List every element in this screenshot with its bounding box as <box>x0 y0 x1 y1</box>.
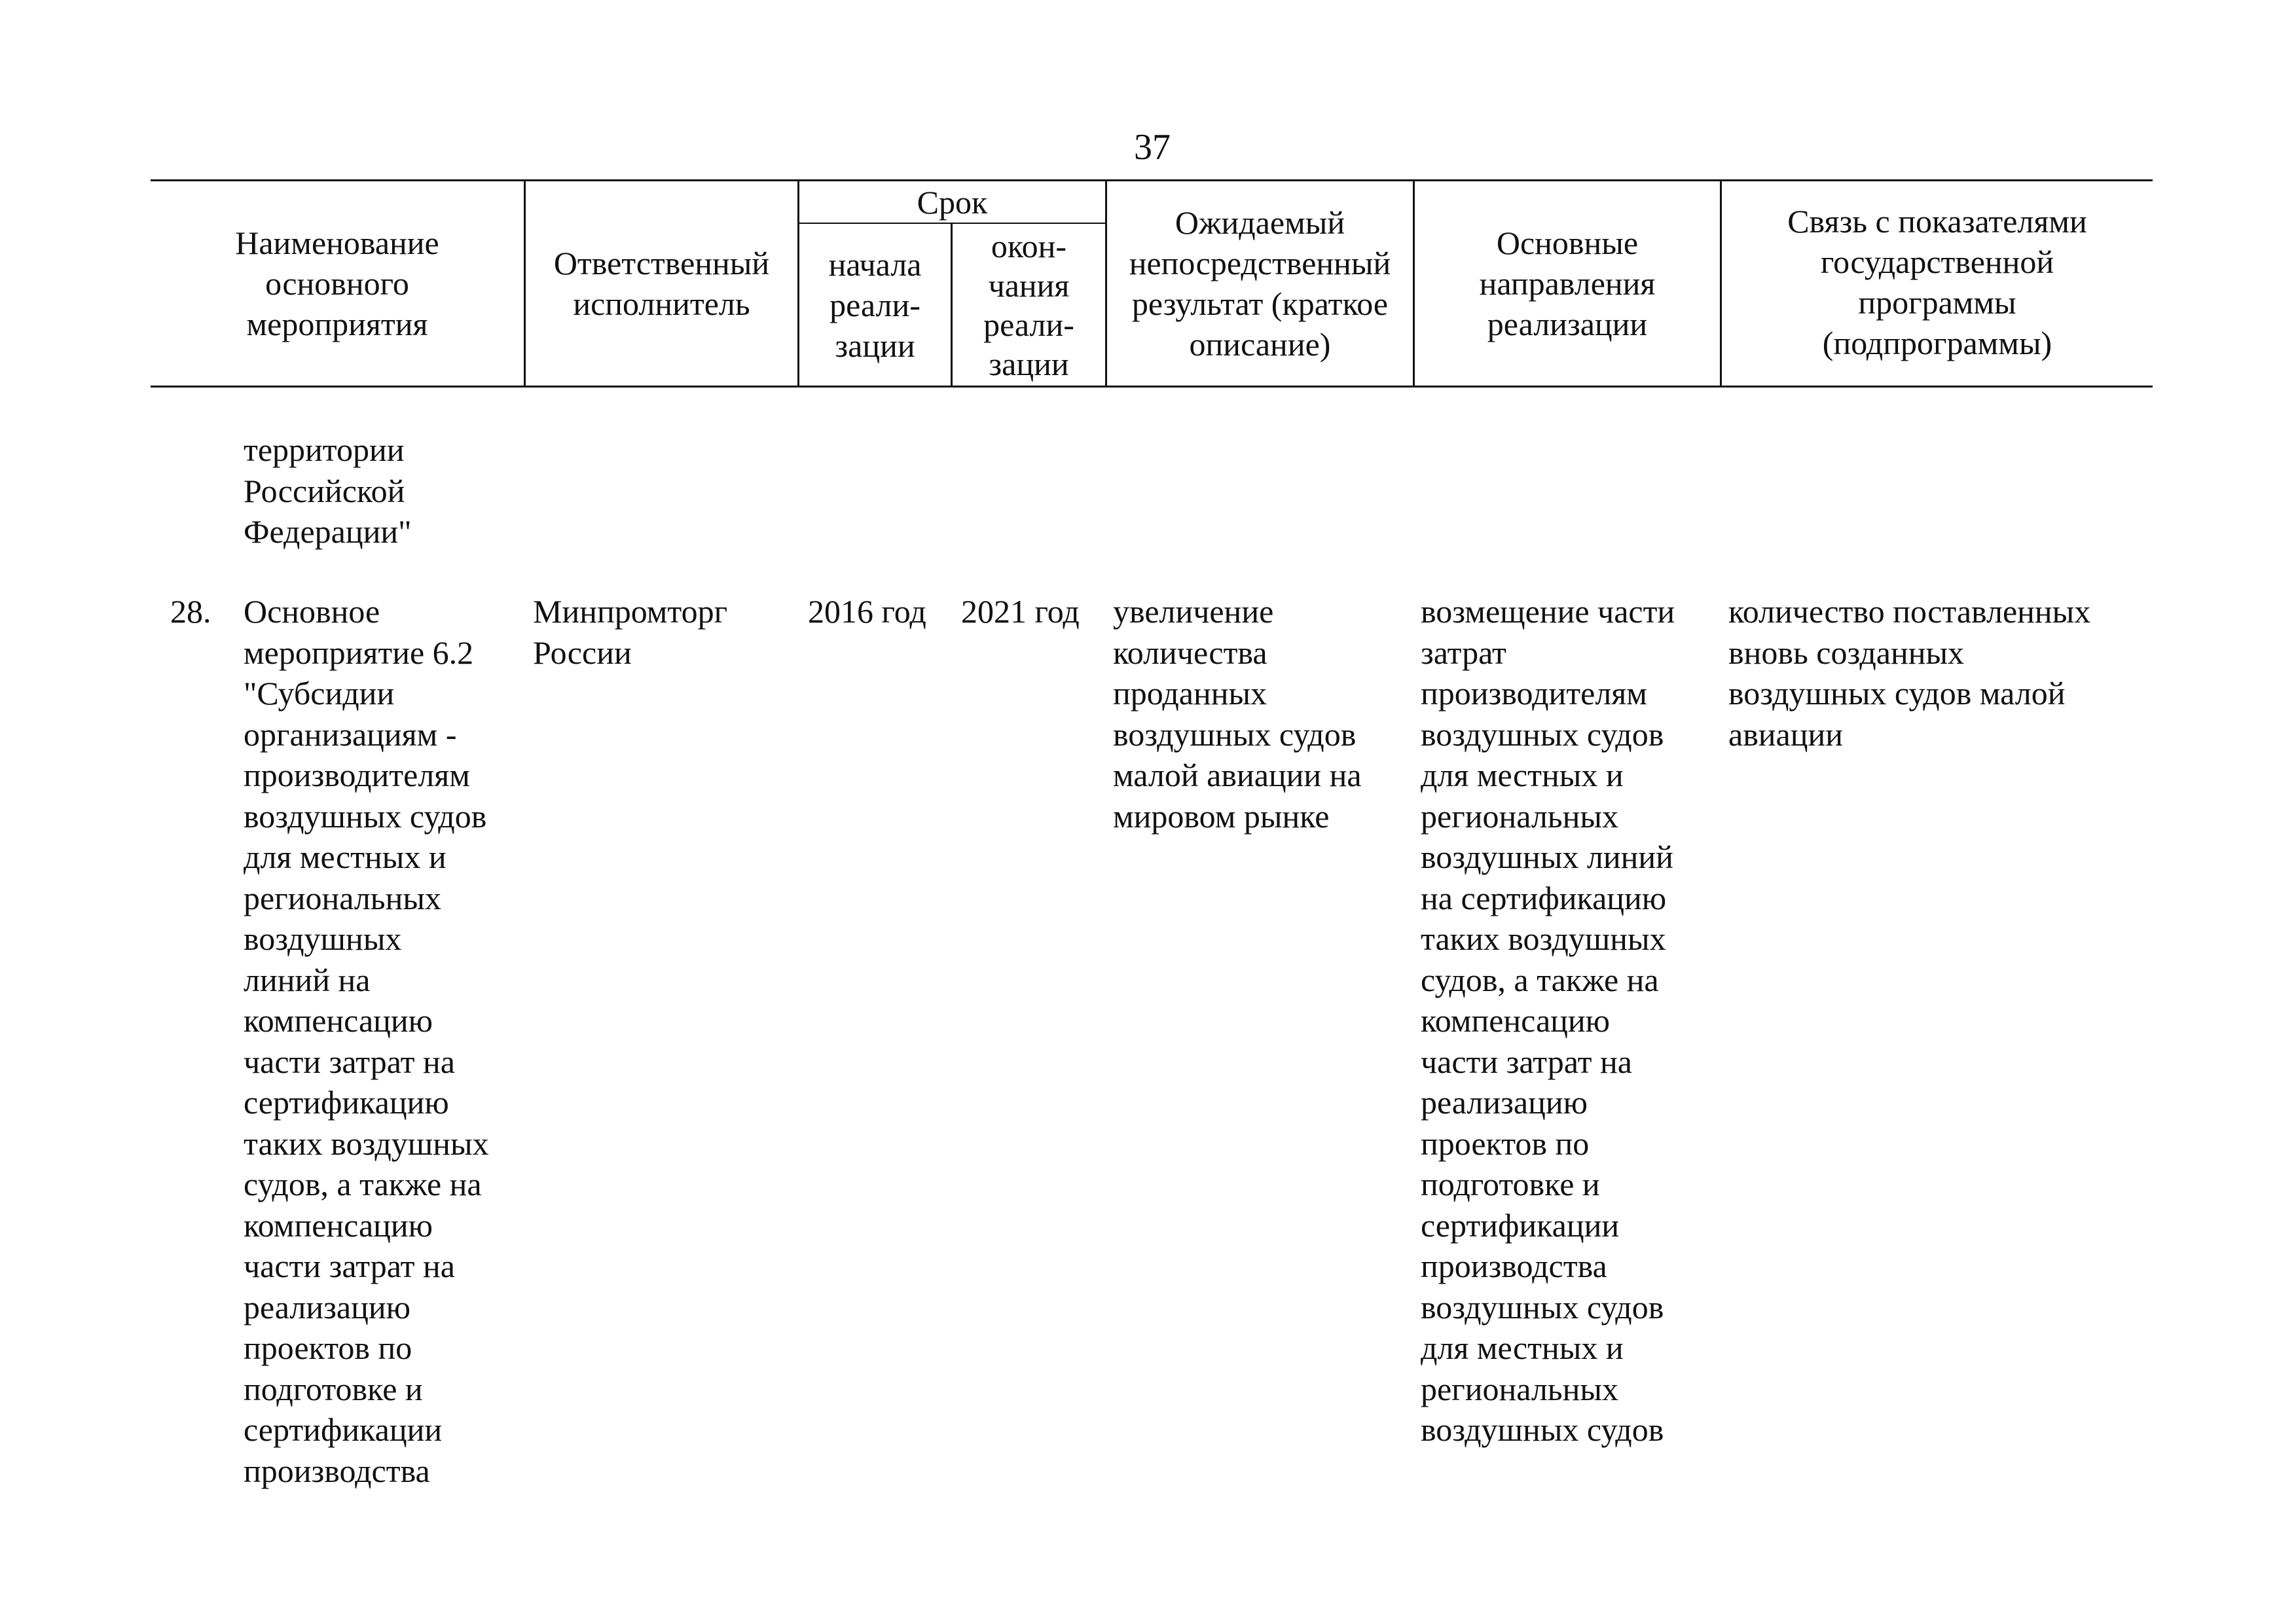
row-name: Основное мероприятие 6.2 "Субсидии организациям - производителям воздушных судов для местных и региональных воздушных линий на компенсацию части затрат на сертификацию таких воздушных судов, а также на компенсацию части затрат на реализацию проектов по подготовке и сертификации производства <box>244 593 489 1489</box>
row-end: 2021 год <box>961 593 1080 630</box>
header-directions: Основные направления реализации <box>1479 225 1656 342</box>
header-executor: Ответственный исполнитель <box>553 245 770 322</box>
row-link: количество поставленных вновь созданных воздушных судов малой авиации <box>1728 593 2091 753</box>
header-link: Связь с показателями государственной программы (подпрограммы) <box>1787 203 2087 361</box>
header-start: начала реали- зации <box>828 245 922 364</box>
header-end: окон- чания реали- зации <box>983 228 1074 382</box>
row-directions: возмещение части затрат производителям воздушных судов для местных и региональных воздушных линий на сертификацию таких воздушных судов, а также на компенсацию части затрат на реализацию проектов по подготовке и сертификации производства воздушных судов для местных и региональных воздушных судов <box>1421 593 1675 1448</box>
row-executor: Минпромторг России <box>533 593 728 671</box>
row-start: 2016 год <box>808 593 926 630</box>
row-result: увеличение количества проданных воздушных судов малой авиации на мировом рынке <box>1113 593 1362 835</box>
continuation-text: территории Российской Федерации" <box>244 431 412 550</box>
header-result: Ожидаемый непосредственный результат (краткое описание) <box>1129 204 1391 363</box>
page-number: 37 <box>1134 127 1171 168</box>
header-name: Наименование основного мероприятия <box>235 225 439 342</box>
row-number: 28. <box>170 593 211 630</box>
header-term: Срок <box>917 183 988 221</box>
